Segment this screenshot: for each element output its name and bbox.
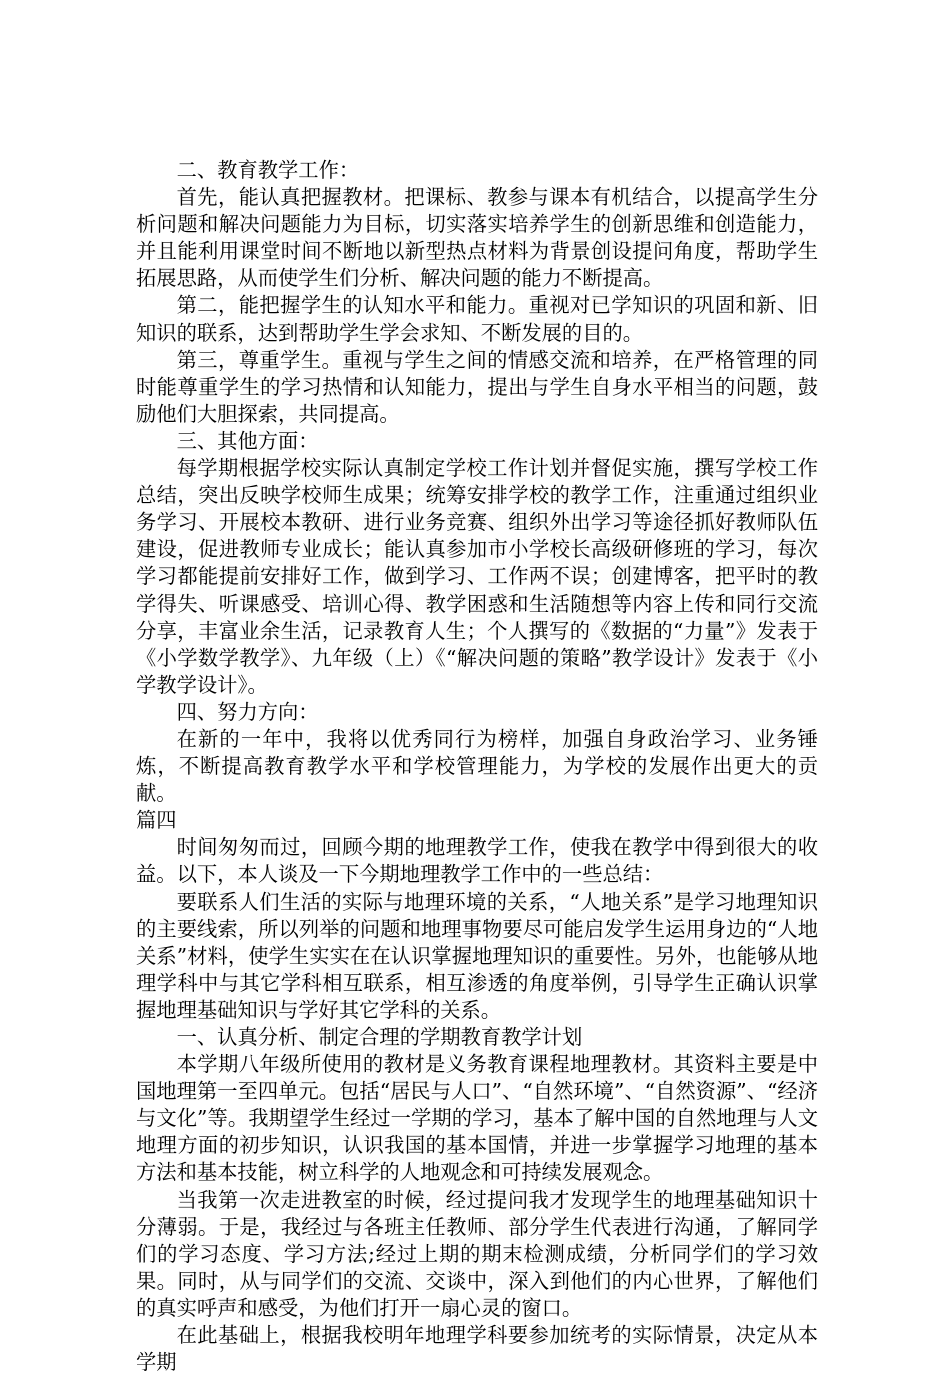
- paragraph: 在新的一年中，我将以优秀同行为榜样，加强自身政治学习、业务锤炼，不断提高教育教学水平和学校管理能力，为学校的发展作出更大的贡献。: [136, 726, 818, 806]
- section-title-part-four: 篇四: [136, 808, 177, 833]
- heading-teaching-work: 二、教育教学工作：: [176, 158, 360, 182]
- heading-direction: 四、努力方向：: [176, 699, 319, 724]
- paragraph: 要联系人们生活的实际与地理环境的关系，“人地关系”是学习地理知识的主要线索，所以列举的问题和地理事物要尽可能启发学生运用身边的“人地关系”材料，使学生实实在在认识掌握地理知识的重要性。另外，也能够从地理学科中与其它学科相互联系，相互渗透的角度举例，引导学生正确认识掌握地理基础知识与学好其它学科的关系。: [136, 889, 818, 1022]
- heading-teaching-plan: 一、认真分析、制定合理的学期教育教学计划: [176, 1025, 583, 1049]
- paragraph: 第二，能把握学生的认知水平和能力。重视对已学知识的巩固和新、旧知识的联系，达到帮助学生学会求知、不断发展的目的。: [136, 293, 818, 345]
- paragraph: 时间匆匆而过，回顾今期的地理教学工作，使我在教学中得到很大的收益。以下，本人谈及一下今期地理教学工作中的一些总结：: [136, 835, 818, 887]
- document-body: [136, 157, 818, 1376]
- paragraph: 第三，尊重学生。重视与学生之间的情感交流和培养，在严格管理的同时能尊重学生的学习热情和认知能力，提出与学生自身水平相当的问题，鼓励他们大胆探索，共同提高。: [136, 347, 818, 426]
- paragraph: 在此基础上，根据我校明年地理学科要参加统考的实际情景，决定从本学期: [136, 1323, 818, 1375]
- heading-other-aspects: 三、其他方面：: [176, 428, 319, 453]
- paragraph: 当我第一次走进教室的时候，经过提问我才发现学生的地理基础知识十分薄弱。于是，我经过与各班主任教师、部分学生代表进行沟通，了解同学们的学习态度、学习方法;经过上期的期末检测成绩，分析同学们的学习效果。同时，从与同学们的交流、交谈中，深入到他们的内心世界，了解他们的真实呼声和感受，为他们打开一扇心灵的窗口。: [136, 1187, 818, 1320]
- paragraph: 每学期根据学校实际认真制定学校工作计划并督促实施，撰写学校工作总结，突出反映学校师生成果；统筹安排学校的教学工作，注重通过组织业务学习、开展校本教研、进行业务竞赛、组织外出学习等途径抓好教师队伍建设，促进教师专业成长；能认真参加市小学校长高级研修班的学习，每次学习都能提前安排好工作，做到学习、工作两不误；创建博客，把平时的教学得失、听课感受、培训心得、教学困惑和生活随想等内容上传和同行交流分享，丰富业余生活，记录教育人生；个人撰写的《数据的“力量”》发表于《小学数学教学》、九年级（上）《“解决问题的策略”教学设计》发表于《小学教学设计》。: [136, 456, 818, 697]
- paragraph: 首先，能认真把握教材。把课标、教参与课本有机结合，以提高学生分析问题和解决问题能力为目标，切实落实培养学生的创新思维和创造能力，并且能利用课堂时间不断地以新型热点材料为背景创设提问角度，帮助学生拓展思路，从而使学生们分析、解决问题的能力不断提高。: [136, 185, 818, 291]
- paragraph: 本学期八年级所使用的教材是义务教育课程地理教材。其资料主要是中国地理第一至四单元。包括“居民与人口”、“自然环境”、“自然资源”、“经济与文化”等。我期望学生经过一学期的学习，基本了解中国的自然地理与人文地理方面的初步知识，认识我国的基本国情，并进一步掌握学习地理的基本方法和基本技能，树立科学的人地观念和可持续发展观念。: [136, 1052, 818, 1185]
